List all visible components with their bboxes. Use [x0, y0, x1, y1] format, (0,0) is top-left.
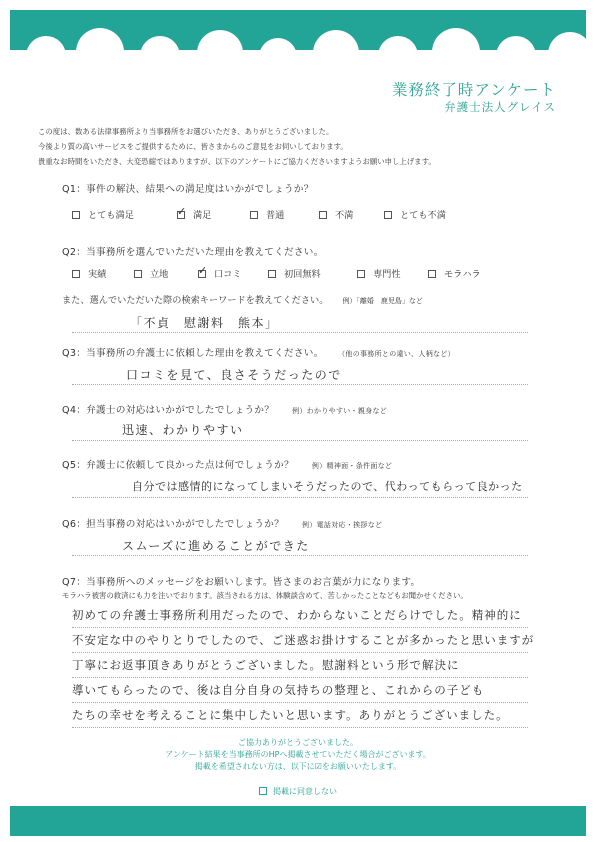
intro-line-1: この度は、数ある法律事務所より当事務所をお選びいただき、ありがとうございました。	[38, 127, 334, 136]
checkbox[interactable]	[134, 270, 142, 278]
checkbox[interactable]	[319, 211, 327, 219]
checkbox[interactable]	[72, 270, 80, 278]
footer-band	[10, 806, 586, 836]
checkbox[interactable]	[384, 211, 392, 219]
answer-line	[72, 440, 528, 441]
q2-option-free-first[interactable]: 初回無料	[268, 266, 321, 280]
q7-message-line-1: 初めての弁護士事務所利用だったので、わからないことだらけでした。精神的に	[72, 608, 522, 622]
consent-checkbox[interactable]	[259, 787, 267, 795]
q2-option-location[interactable]: 立地	[134, 266, 168, 280]
q7-message-line-2: 不安定な中のやりとりでしたので、ご迷惑お掛けすることが多かったと思いますが	[72, 633, 535, 647]
q6-answer: スムーズに進めることができた	[122, 539, 310, 553]
q1-option-very-dissatisfied[interactable]: とても不満	[384, 207, 446, 221]
answer-line	[72, 677, 528, 678]
q1-option-neutral[interactable]: 普通	[250, 207, 284, 221]
q6-question: Q6：担当事務の対応はいかがでしたでしょうか？ 例）電話対応・挨拶など	[62, 519, 383, 530]
intro-line-2: 今後より質の高いサービスをご提供するために、皆さまからのご意見をお伺いしております。	[38, 142, 348, 151]
q4-question: Q4：弁護士の対応はいかがでしたでしょうか？ 例）わかりやすい・親身など	[62, 405, 388, 416]
q1-option-satisfied[interactable]: ✓ 満足	[177, 207, 211, 221]
q3-question: Q3：当事務所の弁護士に依頼した理由を教えてください。 （他の事務所との違い、人柄など）	[62, 348, 455, 359]
footer-line-3: 掲載を希望されない方は、以下に☑をお願いいたします。	[194, 762, 402, 771]
checkbox-checked[interactable]	[198, 270, 206, 278]
q1-option-very-satisfied[interactable]: とても満足	[72, 207, 134, 221]
answer-line	[72, 497, 528, 498]
q2-option-moral-harassment[interactable]: モラハラ	[428, 266, 481, 280]
q2-option-record[interactable]: 実績	[72, 266, 106, 280]
q2-option-reviews[interactable]: ✓ 口コミ	[198, 266, 242, 280]
footer-thanks: ご協力ありがとうございました。	[238, 738, 358, 747]
q7-note: モラハラ被害の救済にも力を注いでおります。該当される方は、体験談含めて、苦しかったことなどもお聞かせください。	[62, 591, 468, 600]
q5-answer: 自分では感情的になってしまいそうだったので、代わってもらって良かった	[132, 480, 523, 493]
q5-question: Q5：弁護士に依頼して良かった点は何でしょうか？ 例）精神面・条件面など	[62, 460, 393, 471]
answer-line	[72, 652, 528, 653]
checkbox[interactable]	[268, 270, 276, 278]
q4-answer: 迅速、わかりやすい	[122, 423, 244, 437]
answer-line	[72, 702, 528, 703]
checkbox[interactable]	[357, 270, 365, 278]
q7-message-line-3: 丁寧にお返事頂きありがとうございました。慰謝料という形で解決に	[72, 658, 460, 672]
q1-question: Q1：事件の解決、結果への満足度はいかがでしょうか？	[62, 184, 314, 195]
checkbox[interactable]	[72, 211, 80, 219]
footer-line-2: アンケート結果を当事務所のHPへ掲載させていただく場合がございます。	[165, 750, 431, 759]
answer-line	[72, 727, 528, 728]
q2-keyword-prompt: また、選んでいただいた際の検索キーワードを教えてください。 例）「離婚 鹿児島」など	[62, 295, 423, 306]
q7-question: Q7：当事務所へのメッセージをお願いします。皆さまのお言葉が力になります。	[62, 577, 421, 588]
q2-option-expertise[interactable]: 専門性	[357, 266, 401, 280]
checkbox[interactable]	[428, 270, 436, 278]
q3-answer: 口コミを見て、良さそうだったので	[126, 368, 342, 382]
q2-keyword-answer: 「不貞 慰謝料 熊本」	[130, 316, 279, 330]
checkbox-checked[interactable]	[177, 211, 185, 219]
q2-question: Q2：当事務所を選んでいただいた理由を教えてください。	[62, 247, 324, 258]
consent-option[interactable]: 掲載に同意しない	[0, 786, 596, 797]
q7-message-line-5: たちの幸せを考えることに集中したいと思います。ありがとうございました。	[72, 708, 509, 722]
checkbox[interactable]	[250, 211, 258, 219]
answer-line	[72, 555, 528, 556]
firm-name: 弁護士法人グレイス	[444, 100, 556, 114]
answer-line	[72, 332, 528, 333]
answer-line	[72, 627, 528, 628]
q7-message-line-4: 導いてもらったので、後は自分自身の気持ちの整理と、これからの子ども	[72, 683, 485, 697]
q1-option-dissatisfied[interactable]: 不満	[319, 207, 353, 221]
intro-line-3: 貴重なお時間をいただき、大変恐縮ではありますが、以下のアンケートにご協力くださいますようお願い申し上げます。	[38, 157, 436, 166]
answer-line	[72, 384, 528, 385]
cloud-decoration	[10, 26, 586, 66]
survey-title: 業務終了時アンケート	[391, 81, 556, 99]
